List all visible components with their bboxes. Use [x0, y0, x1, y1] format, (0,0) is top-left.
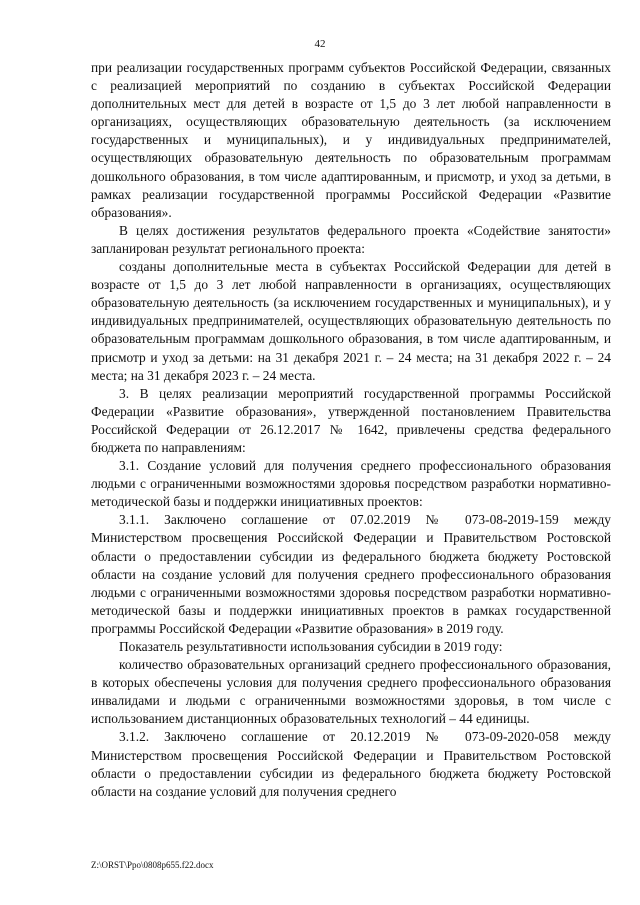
paragraph: при реализации государственных программ субъектов Российской Федерации, связанных с реализацией мероприятий по созданию в субъектах Российской Федерации дополнительных мест для детей в возрасте от 1,5 до 3 лет любой направленности в организациях, осуществляющих образовательную деятельность (за исключением государственных и муниципальных), и у индивидуальных предпринимателей, осуществляющих образовательную деятельность по образовательным программам дошкольного образования, в том числе адаптированным, и присмотр, и уход за детьми, в рамках реализации государственной программы Российской Федерации «Развитие образования».	[91, 60, 611, 220]
paragraph: В целях достижения результатов федерального проекта «Содействие занятости» запланирован результат регионального проекта:	[91, 222, 611, 256]
paragraph: 3.1.1. Заключено соглашение от 07.02.2019 № 073-08-2019-159 между Министерством просвещения Российской Федерации и Правительством Ростовской области о предоставлении субсидии из федерального бюджета бюджету Ростовской области на создание условий для получения среднего профессионального образования людьми с ограниченными возможностями здоровья посредством разработки нормативно-методической базы и поддержки инициативных проектов в рамках государственной программы Российской Федерации «Развитие образования» в 2019 году.	[91, 512, 611, 636]
paragraph: 3. В целях реализации мероприятий государственной программы Российской Федерации «Развитие образования», утвержденной постановлением Правительства Российской Федерации от 26.12.2017 № 1642, привлечены средства федерального бюджета по направлениям:	[91, 385, 611, 455]
page-number: 42	[314, 38, 326, 50]
paragraph: созданы дополнительные места в субъектах Российской Федерации для детей в возрасте от 1,5 до 3 лет любой направленности в организациях, осуществляющих образовательную деятельность (за исключением государственных и муниципальных), и у индивидуальных предпринимателей, осуществляющих образовательную деятельность по образовательным программам дошкольного образования, в том числе адаптированным, и присмотр и уход за детьми: на 31 декабря 2021 г. – 24 места; на 31 декабря 2022 г. – 24 места; на 31 декабря 2023 г. – 24 места.	[91, 259, 611, 383]
paragraph: Показатель результативности использования субсидии в 2019 году:	[119, 639, 503, 654]
paragraph: 3.1. Создание условий для получения среднего профессионального образования людьми с ограниченными возможностями здоровья посредством разработки нормативно-методической базы и поддержки инициативных проектов:	[91, 458, 611, 510]
document-body	[91, 59, 611, 801]
paragraph: 3.1.2. Заключено соглашение от 20.12.2019 № 073-09-2020-058 между Министерством просвещения Российской Федерации и Правительством Ростовской области о предоставлении субсидии из федерального бюджета бюджету Ростовской области на создание условий для получения среднего	[91, 729, 611, 799]
paragraph: количество образовательных организаций среднего профессионального образования, в которых обеспечены условия для получения среднего профессионального образования инвалидами и людьми с ограниченными возможностями здоровья, в том числе с использованием дистанционных образовательных технологий – 44 единицы.	[91, 657, 611, 727]
footer-file-path: Z:\ORST\Ppo\0808p655.f22.docx	[91, 860, 214, 870]
